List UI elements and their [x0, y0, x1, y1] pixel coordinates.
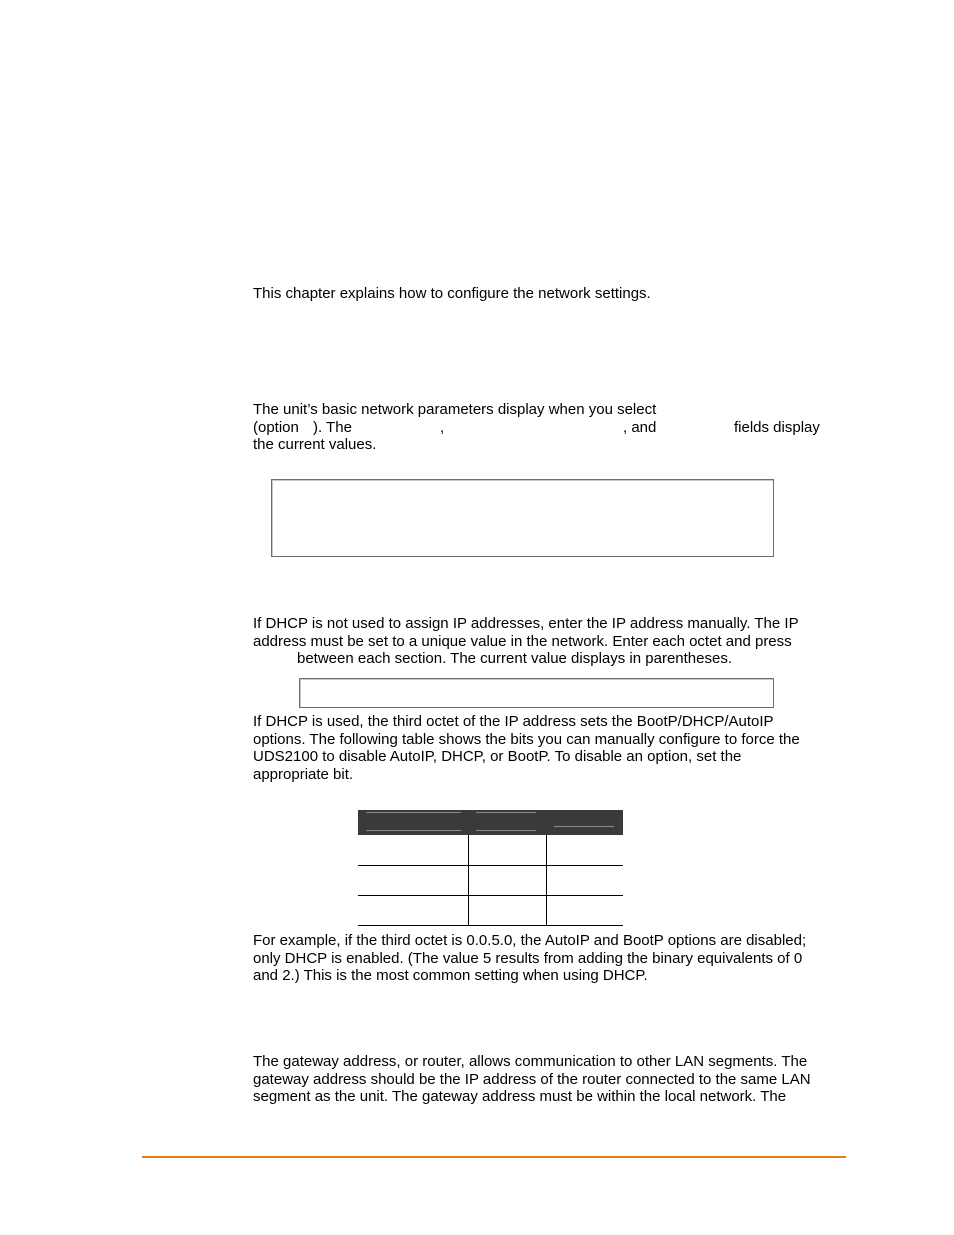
ip-address-line-2: address must be set to a unique value in the network. Enter each octet and press	[253, 632, 792, 650]
basic-params-fragment-4: , and	[623, 418, 657, 436]
table-header-cell-1	[366, 812, 461, 813]
ip-address-line-1: If DHCP is not used to assign IP addresses, enter the IP address manually. The IP	[253, 615, 799, 632]
example-line-3: and 2.) This is the most common setting when using DHCP.	[253, 967, 648, 984]
table-row-divider	[358, 895, 623, 896]
gateway-line-1: The gateway address, or router, allows communication to other LAN segments. The	[253, 1053, 808, 1070]
dhcp-options-line-3: UDS2100 to disable AutoIP, DHCP, or BootP. To disable an option, set the	[253, 748, 742, 765]
table-row-divider	[358, 865, 623, 866]
dhcp-options-line-4: appropriate bit.	[253, 765, 354, 783]
basic-params-fragment-2: ). The	[313, 418, 352, 436]
example-line-2: only DHCP is enabled. (The value 5 results from adding the binary equivalents of 0	[253, 949, 803, 967]
table-header-cell-1-underline	[366, 830, 461, 831]
basic-params-line-3: the current values.	[253, 436, 377, 453]
basic-params-fragment-3: ,	[440, 418, 445, 436]
basic-params-paragraph	[253, 401, 838, 454]
table-header-row	[358, 810, 623, 835]
network-settings-display-box	[271, 479, 774, 557]
basic-params-fragment-1: (option	[253, 418, 299, 436]
ip-address-line-3: between each section. The current value displays in parentheses.	[297, 650, 732, 667]
table-header-cell-2	[476, 812, 536, 813]
ip-address-entry-box	[299, 678, 774, 708]
table-header-cell-3	[554, 826, 614, 827]
basic-params-line-1: The unit’s basic network parameters display when you select	[253, 401, 657, 418]
dhcp-options-line-2: options. The following table shows the bits you can manually configure to force the	[253, 730, 800, 748]
table-header-cell-2-underline	[476, 830, 536, 831]
example-paragraph	[253, 932, 843, 985]
table-column-divider	[468, 835, 469, 925]
basic-params-line-2	[253, 419, 838, 437]
gateway-paragraph	[253, 1053, 843, 1106]
dhcp-options-paragraph	[253, 713, 838, 783]
gateway-line-2: gateway address should be the IP address of the router connected to the same LAN	[253, 1070, 811, 1088]
ip-address-paragraph	[253, 615, 838, 668]
dhcp-options-line-1: If DHCP is used, the third octet of the IP address sets the BootP/DHCP/AutoIP	[253, 713, 774, 730]
basic-params-fragment-5: fields display	[734, 418, 820, 436]
footer-rule	[142, 1156, 846, 1158]
intro-text: This chapter explains how to configure the network settings.	[253, 285, 651, 302]
gateway-line-3: segment as the unit. The gateway address must be within the local network. The	[253, 1088, 787, 1105]
table-row-divider	[358, 925, 623, 926]
example-line-1: For example, if the third octet is 0.0.5.0, the AutoIP and BootP options are disabled;	[253, 932, 807, 949]
table-column-divider	[546, 835, 547, 925]
